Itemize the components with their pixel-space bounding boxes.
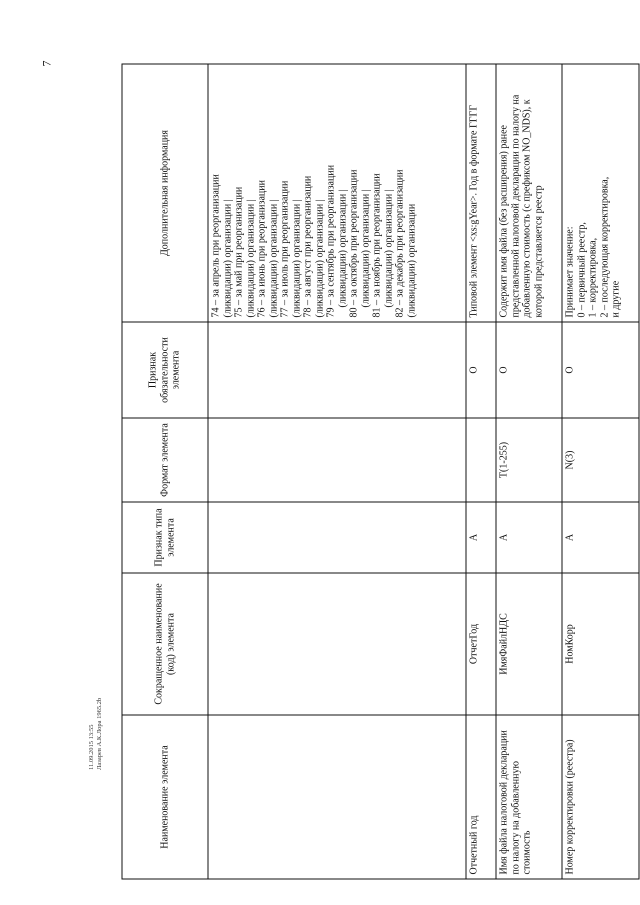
registration-stamp — [88, 698, 104, 770]
cell-element-required: О — [562, 322, 639, 418]
period-line: (ликвидации) организации | — [359, 189, 371, 308]
header-element-code: Сокращенное наименование (код) элемента — [122, 573, 208, 715]
stamp-line-2: Лазарев А.К.Лора 1965.2b — [96, 697, 103, 770]
cell-element-format: N(3) — [562, 418, 639, 502]
cell-element-name: Имя файла налоговой декларации по налогу на добавленную стоимость — [496, 715, 562, 879]
cell-additional-info: Типовой элемент <xs:gYear>. Год в формате ГГГГ — [466, 64, 496, 322]
cell-period-codes-list — [208, 64, 466, 322]
info-line: Принимает значение: — [564, 226, 575, 318]
cell-element-code: ИмяФайлНДС — [496, 573, 562, 715]
cell-element-type: А — [562, 502, 639, 573]
cell-additional-info: Содержит имя файла (без расширения) ранее представленной налоговой декларации по налогу на добавленную стоимость (с префиксом NO_NDS), к которой представляется реестр — [496, 64, 562, 322]
table-row — [496, 64, 562, 879]
cell-empty — [208, 502, 466, 573]
table-row — [562, 64, 639, 879]
period-line: (ликвидации) организации | — [267, 199, 279, 318]
period-line: 79 – за сентябрь при реорганизации — [325, 164, 336, 318]
period-line: (ликвидации) организации | — [290, 199, 302, 318]
cell-element-type: А — [496, 502, 562, 573]
period-line: (ликвидации) организации | — [313, 199, 325, 318]
period-line: 81 – за ноябрь при реорганизации — [371, 173, 382, 318]
info-line: 1 – корректировка, — [587, 237, 598, 318]
cell-element-name: Отчетный год — [466, 715, 496, 879]
period-line: (ликвидации) организации | — [221, 199, 233, 318]
header-element-format: Формат элемента — [122, 418, 208, 502]
period-line: 78 – за август при реорганизации — [302, 175, 313, 318]
cell-empty — [208, 715, 466, 879]
stamp-line-1: 11.09.2015 13:55 — [88, 724, 95, 770]
header-element-name: Наименование элемента — [122, 715, 208, 879]
period-line: (ликвидации) организации | — [382, 189, 394, 308]
period-line: 82 – за декабрь при реорганизации — [394, 169, 405, 318]
period-line: 80 – за октябрь при реорганизации — [348, 169, 359, 318]
cell-element-required: О — [496, 322, 562, 418]
period-line: (ликвидации) организации | — [336, 189, 348, 308]
cell-element-format: T(1-255) — [496, 418, 562, 502]
cell-empty — [208, 573, 466, 715]
cell-element-format — [466, 418, 496, 502]
table-row-continuation — [208, 64, 466, 879]
period-line: (ликвидации) организации | — [244, 199, 256, 318]
page-number: 7 — [39, 60, 54, 67]
cell-additional-info — [562, 64, 639, 322]
cell-element-name: Номер корректировки (реестра) — [562, 715, 639, 879]
info-line: 0 – первичный реестр, — [575, 222, 587, 318]
period-line: 74 – за апрель при реорганизации — [210, 174, 221, 318]
cell-element-code: ОтчетГод — [466, 573, 496, 715]
period-line: 77 – за июль при реорганизации — [279, 180, 290, 318]
header-element-type: Признак типа элемента — [122, 502, 208, 573]
elements-table — [121, 64, 639, 880]
cell-empty — [208, 418, 466, 502]
cell-element-required: О — [466, 322, 496, 418]
info-line: и другие — [610, 280, 621, 318]
period-line: 75 – за май при реорганизации — [233, 186, 244, 318]
table-header-row — [122, 64, 208, 879]
cell-empty — [208, 322, 466, 418]
period-line: 76 – за июнь при реорганизации — [256, 180, 267, 318]
table-row — [466, 64, 496, 879]
cell-element-code: НомКорр — [562, 573, 639, 715]
header-additional-info: Дополнительная информация — [122, 64, 208, 322]
cell-element-type: А — [466, 502, 496, 573]
period-line: (ликвидации) организации — [405, 203, 417, 318]
rotated-document-sheet — [121, 65, 639, 880]
info-line: 2 – последующая корректировка, — [598, 176, 610, 318]
header-element-required: Признак обязательности элемента — [122, 322, 208, 418]
